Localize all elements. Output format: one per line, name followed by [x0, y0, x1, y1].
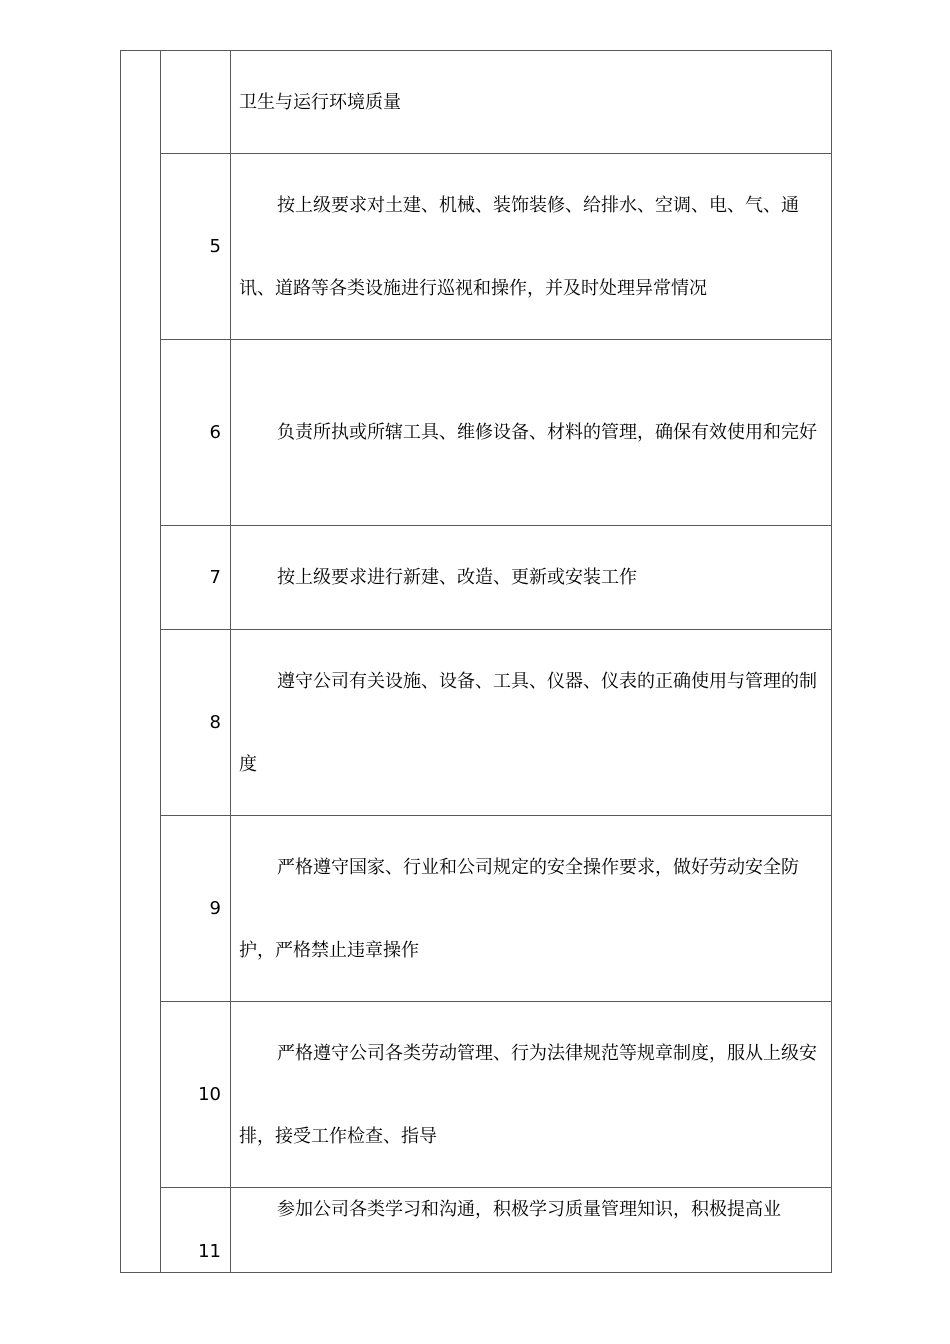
row-number-cell: [161, 526, 231, 630]
row-number-cell: [161, 630, 231, 816]
duty-text-cell: [231, 1002, 832, 1188]
row-number: 6: [209, 422, 221, 443]
duty-table: [120, 50, 832, 1273]
row-number: 9: [209, 898, 221, 919]
duty-text-cell: [231, 1188, 832, 1273]
duty-text: 严格遵守国家、行业和公司规定的安全操作要求，做好劳动安全防护，严格禁止违章操作: [239, 856, 799, 961]
row-number: 8: [209, 712, 221, 733]
table-row: [121, 816, 832, 1002]
duty-text: 严格遵守公司各类劳动管理、行为法律规范等规章制度，服从上级安排，接受工作检查、指导: [239, 1042, 817, 1147]
duty-text: 遵守公司有关设施、设备、工具、仪器、仪表的正确使用与管理的制度: [239, 670, 817, 775]
table-row: [121, 154, 832, 340]
table-row: [121, 630, 832, 816]
duty-text-cell: [231, 340, 832, 526]
duty-text: 按上级要求进行新建、改造、更新或安装工作: [277, 567, 637, 588]
duty-text: 参加公司各类学习和沟通，积极学习质量管理知识，积极提高业: [277, 1199, 781, 1220]
row-number: 5: [209, 236, 221, 257]
row-number-cell: [161, 816, 231, 1002]
table-row: [121, 340, 832, 526]
duty-text-cell: [231, 51, 832, 154]
duty-text-cell: [231, 526, 832, 630]
row-number-cell: [161, 154, 231, 340]
duty-text: 按上级要求对土建、机械、装饰装修、给排水、空调、电、气、通讯、道路等各类设施进行巡视和操作，并及时处理异常情况: [239, 194, 799, 299]
row-number-cell: [161, 51, 231, 154]
category-cell: [121, 51, 161, 1273]
table-row: [121, 51, 832, 154]
duty-text-cell: [231, 816, 832, 1002]
row-number-cell: [161, 340, 231, 526]
row-number: 7: [209, 567, 221, 588]
row-number-cell: [161, 1188, 231, 1273]
duty-text-cell: [231, 630, 832, 816]
table-row: [121, 526, 832, 630]
duty-text: 负责所执或所辖工具、维修设备、材料的管理，确保有效使用和完好: [277, 422, 817, 443]
row-number: 10: [198, 1084, 221, 1105]
row-number-cell: [161, 1002, 231, 1188]
duty-text: 卫生与运行环境质量: [239, 91, 401, 113]
table-row: [121, 1002, 832, 1188]
table-row: [121, 1188, 832, 1273]
duty-text-cell: [231, 154, 832, 340]
row-number: 11: [198, 1241, 221, 1262]
